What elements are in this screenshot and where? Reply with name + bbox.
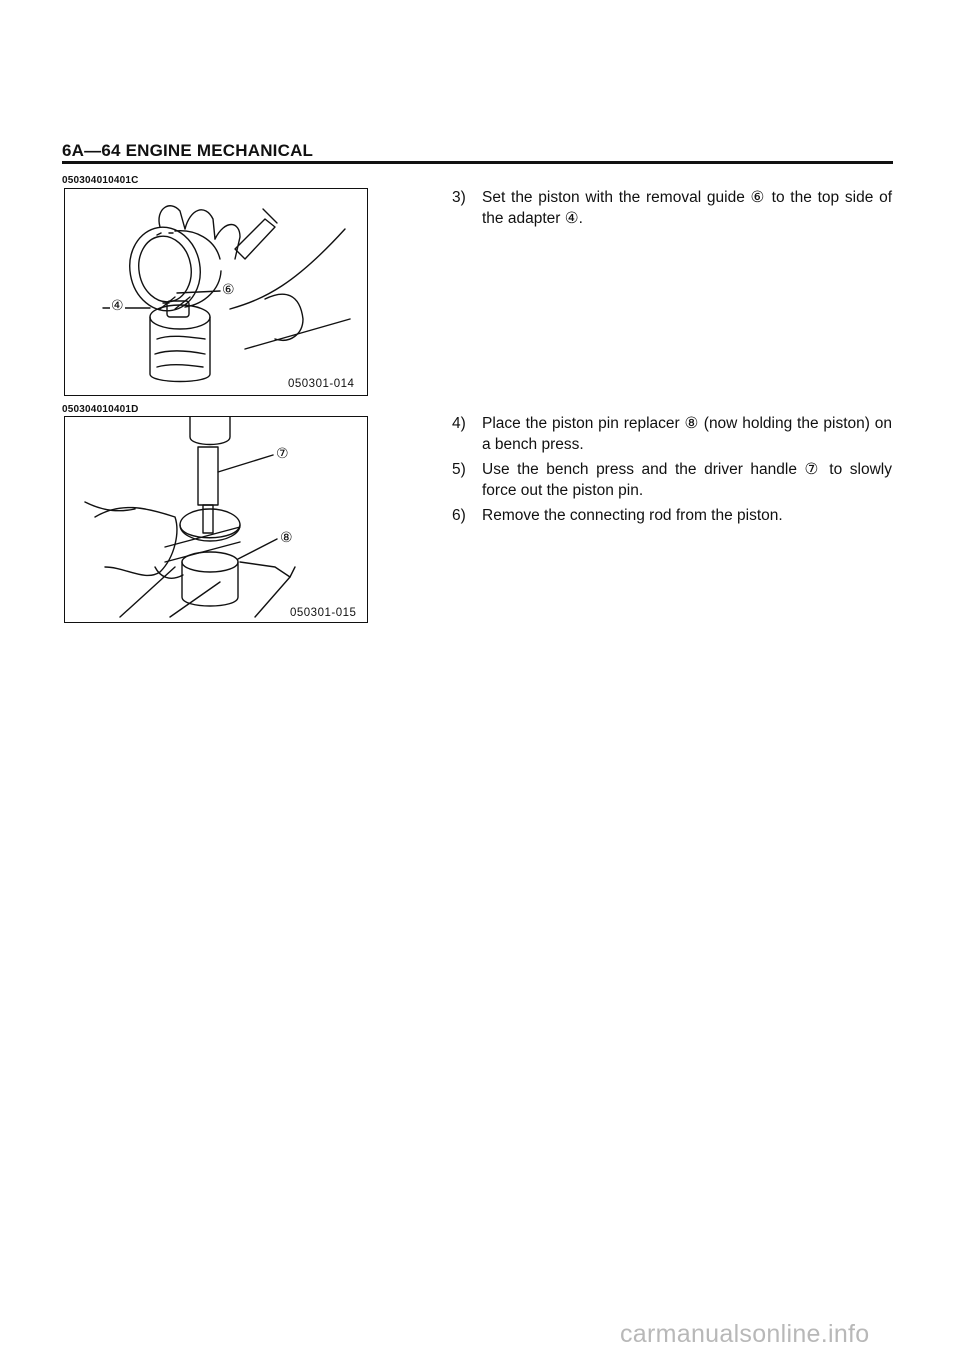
step-4-number: 4) xyxy=(452,415,466,432)
callout-4: ④ xyxy=(111,297,125,313)
step-6-number: 6) xyxy=(452,507,466,524)
figure-1-illustration xyxy=(65,189,366,394)
step-3 xyxy=(452,187,892,231)
step-5-number: 5) xyxy=(452,461,466,478)
figure-1-code: 050301-014 xyxy=(288,378,355,390)
step-5-text: Use the bench press and the driver handle ⑦ to slowly force out the piston pin. xyxy=(482,461,892,499)
step-4-text: Place the piston pin replacer ⑧ (now holding the piston) on a bench press. xyxy=(482,415,892,453)
callout-8: ⑧ xyxy=(280,529,294,545)
figure-2-id: 050304010401D xyxy=(62,404,139,415)
step-5 xyxy=(452,459,892,503)
watermark: carmanualsonline.info xyxy=(620,1320,870,1348)
callout-6: ⑥ xyxy=(222,281,236,297)
header-rule xyxy=(62,161,893,164)
step-3-number: 3) xyxy=(452,189,466,206)
step-6 xyxy=(452,505,892,527)
figure-2-illustration xyxy=(65,417,366,621)
step-6-text: Remove the connecting rod from the piston. xyxy=(482,507,783,524)
step-4 xyxy=(452,413,892,457)
figure-1-id: 050304010401C xyxy=(62,175,139,186)
callout-7: ⑦ xyxy=(276,445,290,461)
figure-1 xyxy=(64,188,368,396)
page-header: 6A—64 ENGINE MECHANICAL xyxy=(62,141,314,160)
figure-2 xyxy=(64,416,368,623)
step-3-text: Set the piston with the removal guide ⑥ to the top side of the adapter ④. xyxy=(482,189,892,227)
figure-2-code: 050301-015 xyxy=(290,607,357,619)
